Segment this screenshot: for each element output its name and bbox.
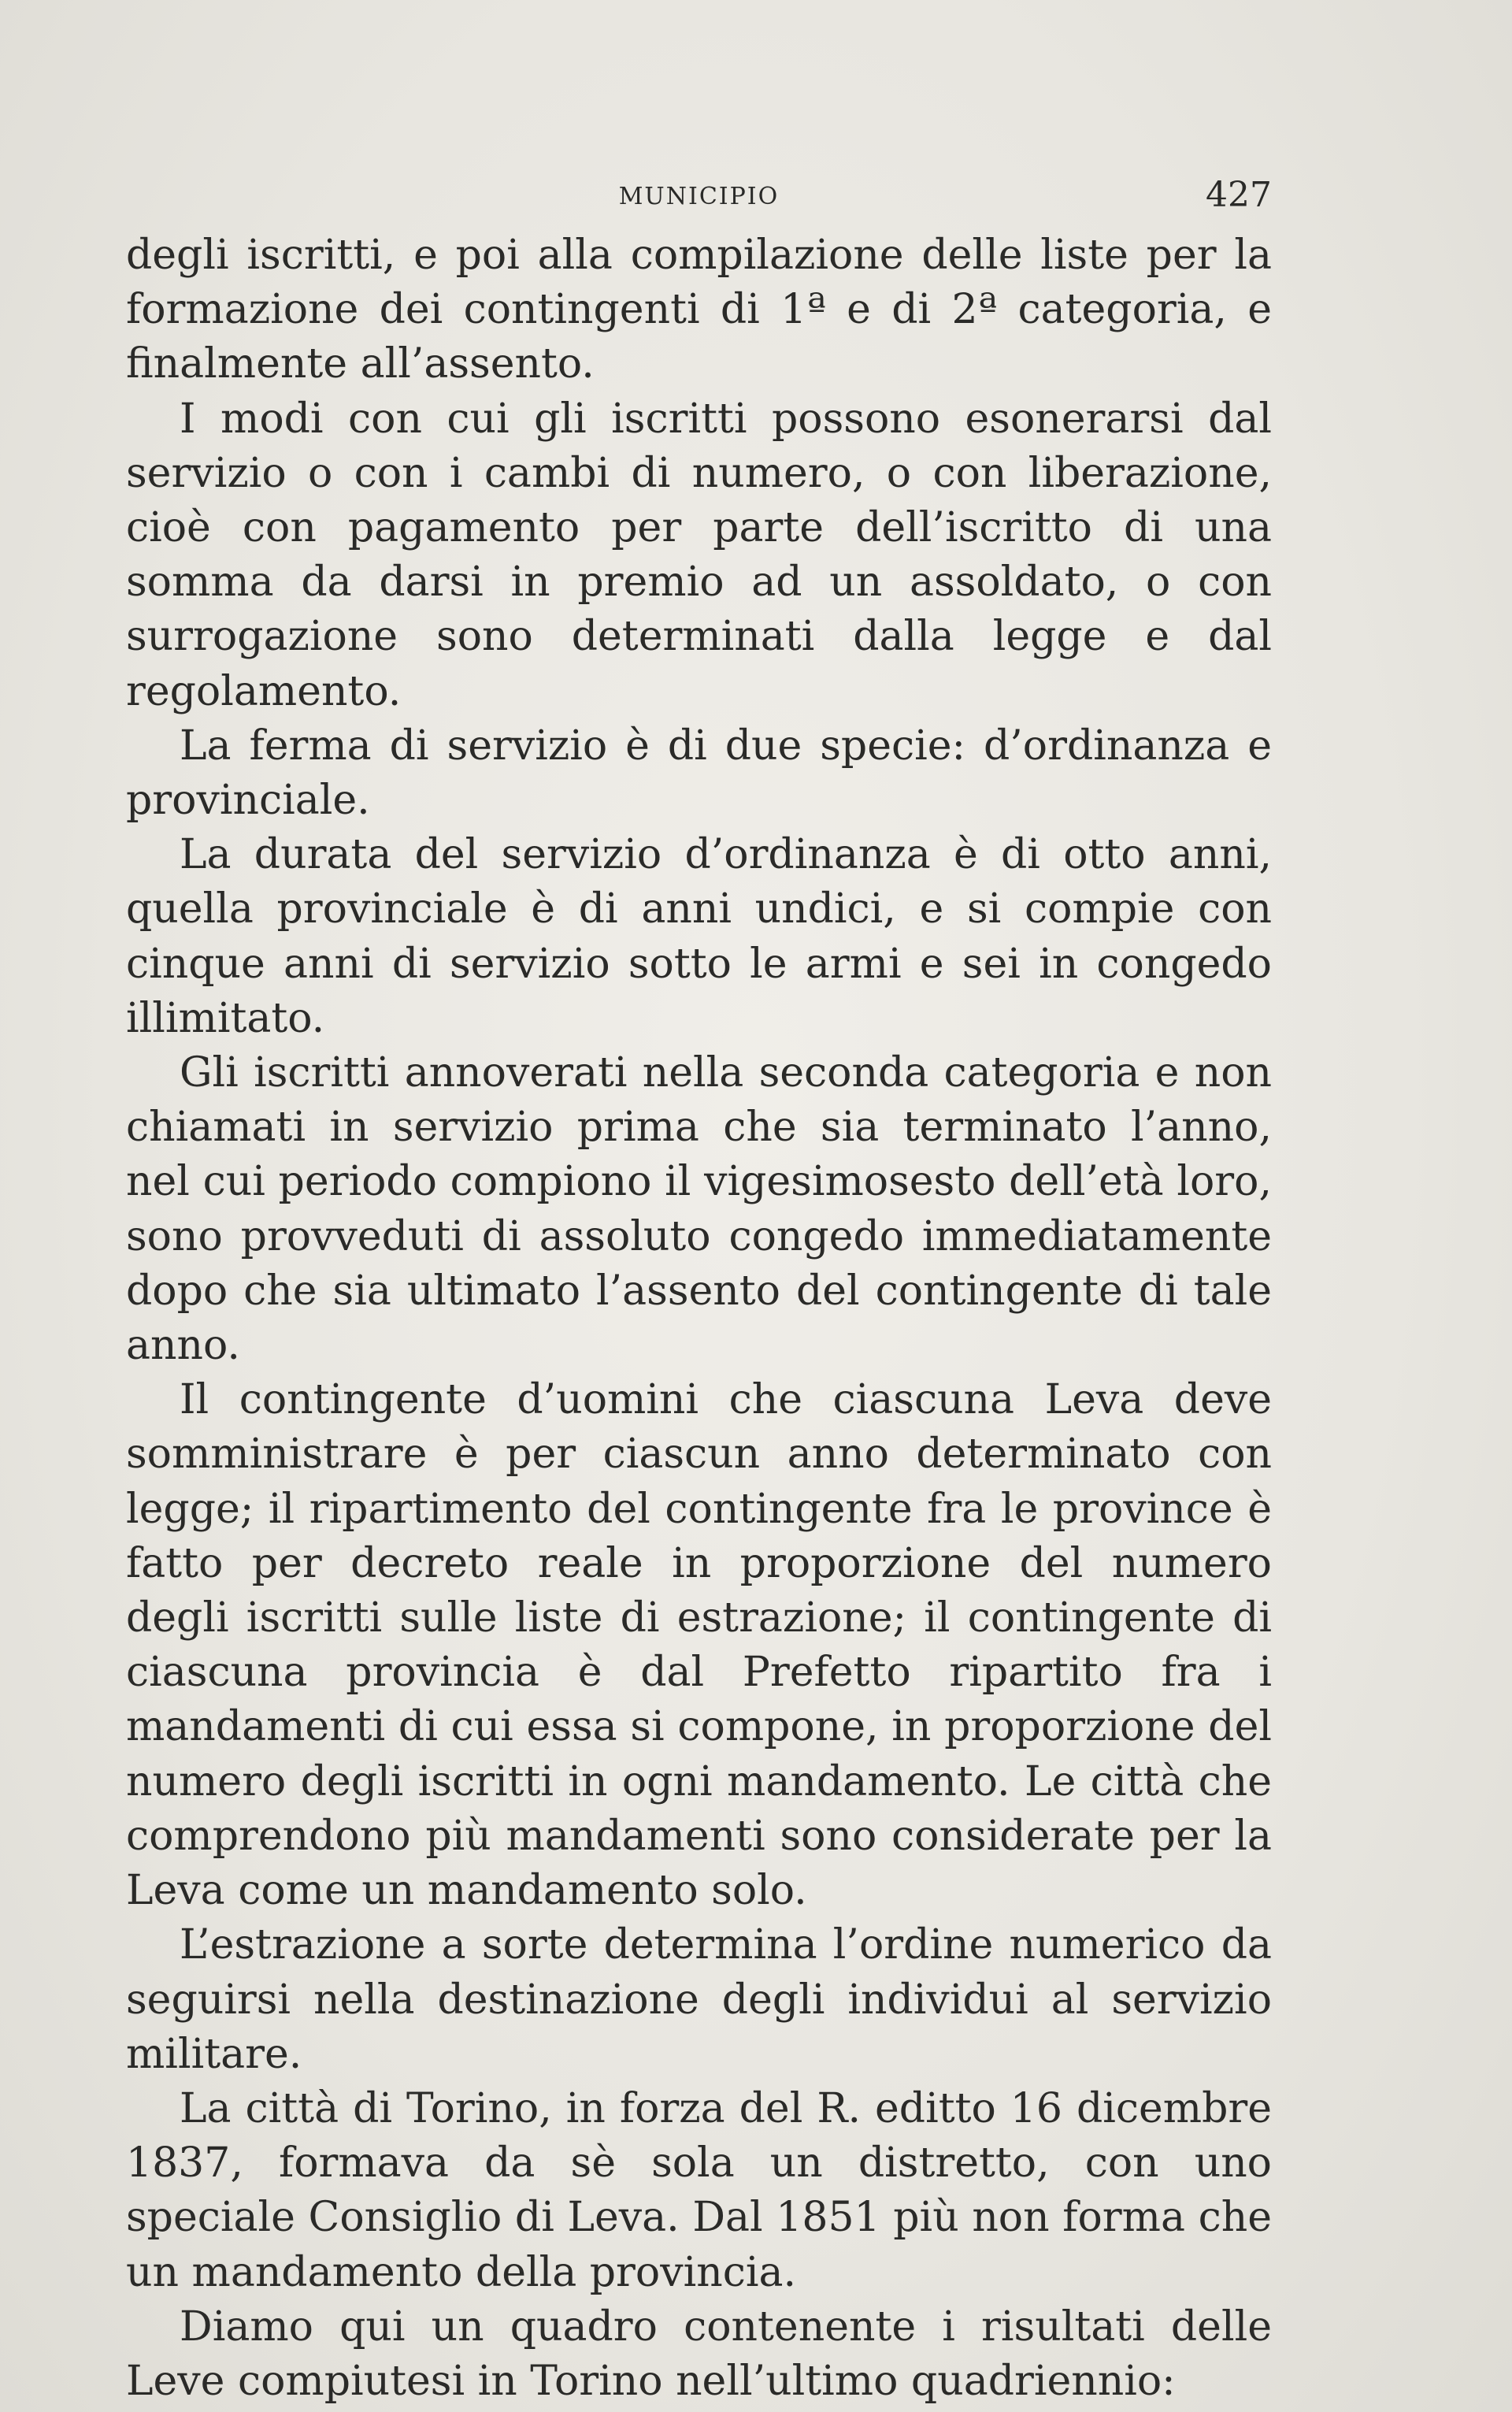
paragraph-second-category: Gli iscritti annoverati nella seconda categoria e non chiamati in servizio prima che sia terminato l’anno, nel cui periodo compiono il vigesimosesto dell’età loro, sono provveduti di assoluto congedo immediatamente dopo che sia ultimato l’assento del contingente di tale anno. [126, 1049, 1272, 1370]
paragraph-continued: degli iscritti, e poi alla compilazione delle liste per la formazione dei contingenti di 1ª e di 2ª categoria, e finalmente all’assento. [126, 232, 1272, 388]
page-number: 427 [1206, 175, 1272, 215]
body-text [126, 228, 1272, 2409]
paragraph-table-intro: Diamo qui un quadro contenente i risultati delle Leve compiutesi in Torino nell’ultimo quadriennio: [126, 2303, 1272, 2405]
paragraph-service-types: La ferma di servizio è di due specie: d’ordinanza e provinciale. [126, 722, 1272, 825]
paragraph-contingent: Il contingente d’uomini che ciascuna Leva deve somministrare è per ciascun anno determinato con legge; il ripartimento del contingente fra le province è fatto per decreto reale in proporzione del numero degli iscritti sulle liste di estrazione; il contingente di ciascuna provincia è dal Prefetto ripartito fra i mandamenti di cui essa si compone, in proporzione del numero degli iscritti in ogni mandamento. Le città che comprendono più mandamenti sono considerate per la Leva come un mandamento solo. [126, 1376, 1272, 1915]
page-header [126, 175, 1272, 227]
paragraph-service-duration: La durata del servizio d’ordinanza è di otto anni, quella provinciale è di anni undici, e si compie con cinque anni di servizio sotto le armi e sei in congedo illimitato. [126, 831, 1272, 1042]
paragraph-exemption: I modi con cui gli iscritti possono esonerarsi dal servizio o con i cambi di numero, o con liberazione, cioè con pagamento per parte dell’iscritto di una somma da darsi in premio ad un assoldato, o con surrogazione sono determinati dalla legge e dal regolamento. [126, 395, 1272, 715]
running-title: MUNICIPIO [618, 183, 780, 210]
paragraph-turin-district: La città di Torino, in forza del R. editto 16 dicembre 1837, formava da sè sola un distretto, con uno speciale Consiglio di Leva. Dal 1851 più non forma che un mandamento della provincia. [126, 2084, 1272, 2296]
paragraph-draw: L’estrazione a sorte determina l’ordine numerico da seguirsi nella destinazione degli individui al servizio militare. [126, 1921, 1272, 2078]
